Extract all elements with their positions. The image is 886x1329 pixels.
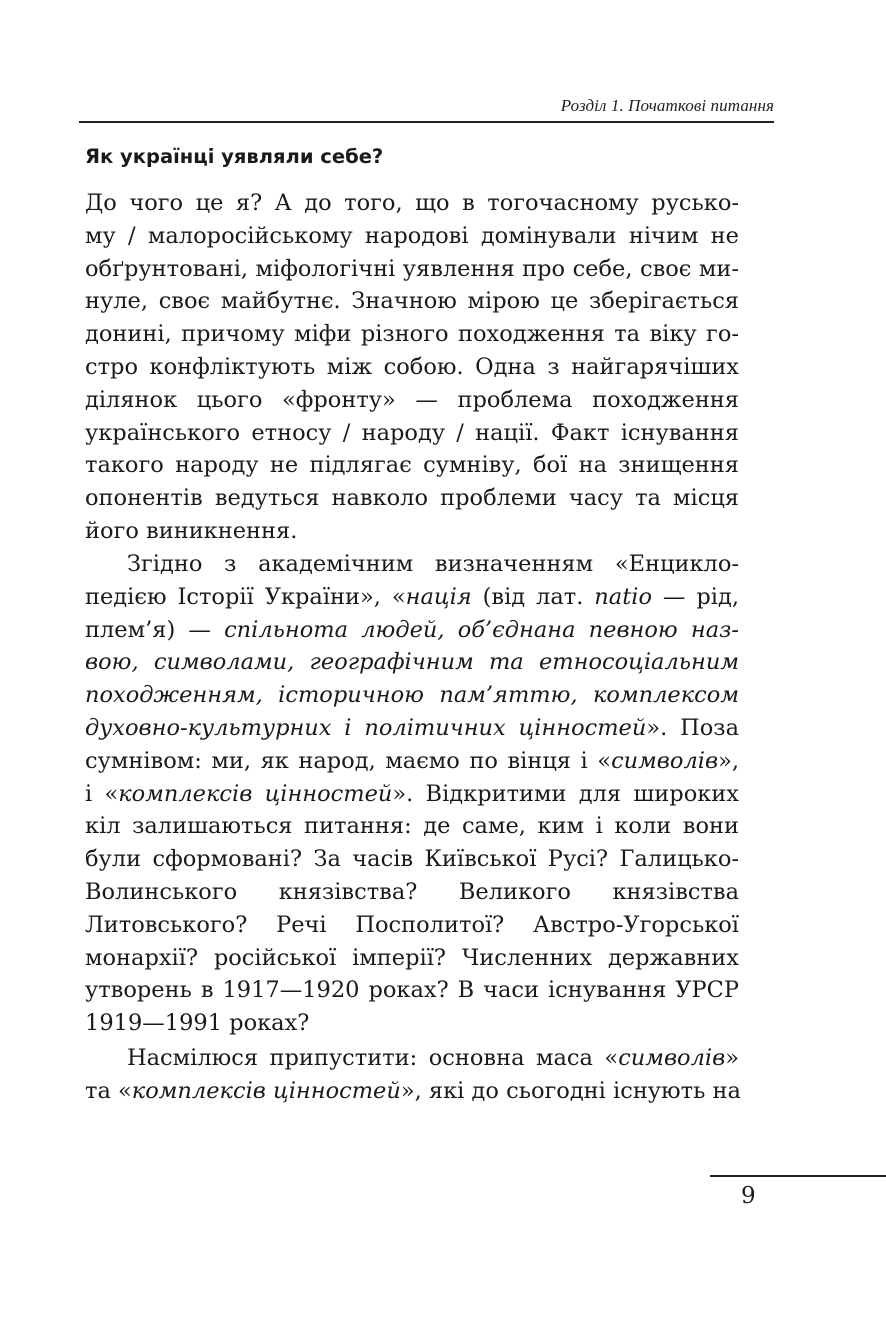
text-line	[85, 482, 739, 515]
text-segment: педією Історії України», «	[85, 583, 406, 610]
text-segment: та «	[85, 1077, 132, 1104]
section-heading: Як українці уявляли себе?	[85, 145, 384, 168]
italic-text: символів	[611, 747, 719, 774]
text-segment: — рід,	[652, 583, 739, 610]
text-line	[85, 285, 739, 318]
text-line	[85, 942, 739, 975]
text-segment: ». Відкритими для широких	[392, 780, 739, 807]
running-head: Розділ 1. Початкові питання	[560, 96, 774, 115]
text-segment: були сформовані? За часів Київської Русі? Галицько-	[85, 846, 739, 873]
text-segment: Литовського? Речі Посполитої? Австро-Угорської	[85, 911, 739, 938]
text-segment: його виникнення.	[85, 517, 298, 544]
text-line	[85, 449, 739, 482]
italic-text: вою, символами, географічним та етносоціальним	[85, 649, 739, 676]
paragraph-2	[85, 548, 739, 1040]
italic-text: походженням, історичною пам’яттю, комплексом	[85, 682, 739, 709]
italic-text: нація	[405, 583, 472, 610]
italic-text: символів	[618, 1045, 726, 1071]
text-segment: нуле, своє майбутнє. Значною мірою це зберігається	[85, 288, 739, 315]
text-line	[85, 253, 739, 286]
italic-text: natio	[594, 583, 652, 610]
text-segment: Згідно з академічним визначенням «Енцикло-	[127, 551, 739, 577]
header-rule	[79, 121, 774, 123]
italic-text: духовно-культурних і політичних цінностей	[85, 714, 647, 741]
text-line	[85, 712, 739, 745]
paragraph-1	[85, 187, 739, 548]
text-segment: ділянок цього «фронту» — проблема походження	[85, 386, 739, 413]
text-segment: ». Поза	[646, 714, 739, 741]
text-segment: такого народу не підлягає сумніву, бої на знищення	[85, 452, 739, 479]
text-segment: і «	[85, 780, 119, 807]
text-line	[85, 351, 739, 384]
text-line	[85, 909, 739, 942]
text-line	[85, 187, 739, 220]
text-segment: Насмілюся припустити: основна маса «	[127, 1045, 619, 1071]
text-line	[85, 417, 739, 450]
text-line	[85, 614, 739, 647]
text-line	[85, 876, 739, 909]
text-line	[85, 1007, 739, 1040]
text-line	[85, 220, 739, 253]
text-segment: (від лат.	[471, 583, 595, 610]
text-segment: опонентів ведуться навколо проблеми часу та місця	[85, 485, 739, 512]
text-segment: стро конфліктують між собою. Одна з найгарячіших	[85, 353, 739, 380]
text-segment: плем’я) —	[85, 616, 225, 643]
italic-text: комплексів цінностей	[131, 1077, 401, 1104]
text-line	[85, 843, 739, 876]
text-segment: українського етносу / народу / нації. Факт існування	[85, 419, 739, 446]
text-line	[85, 810, 739, 843]
text-segment: сумнівом: ми, як народ, маємо по вінця і «	[85, 747, 612, 774]
text-line	[85, 679, 739, 712]
text-line	[85, 974, 739, 1007]
italic-text: комплексів цінностей	[118, 780, 393, 807]
text-line	[85, 515, 739, 548]
text-line	[85, 318, 739, 351]
text-segment: монархії? російської імперії? Численних державних	[85, 944, 739, 971]
text-segment: обґрунтовані, міфологічні уявлення про себе, своє ми-	[85, 255, 739, 282]
footer-rule	[710, 1175, 886, 1177]
text-segment: До чого це я? А до того, що в тогочасному русько-	[85, 190, 739, 216]
page-number: 9	[741, 1183, 756, 1209]
text-line	[85, 1075, 739, 1108]
text-segment: Волинського князівства? Великого князівства	[85, 878, 739, 905]
text-line	[85, 581, 739, 614]
text-line	[85, 646, 739, 679]
paragraph-3	[85, 1042, 739, 1108]
text-segment: донині, причому міфи різного походження та віку го-	[85, 321, 739, 348]
text-line	[85, 778, 739, 811]
text-line	[85, 548, 739, 581]
text-segment: »	[725, 1045, 739, 1071]
text-segment: »,	[718, 747, 739, 774]
text-segment: 1919—1991 роках?	[85, 1010, 310, 1037]
text-line	[85, 1042, 739, 1075]
text-line	[85, 745, 739, 778]
text-segment: утворень в 1917—1920 роках? В часи існування УРСР	[85, 977, 739, 1004]
text-line	[85, 384, 739, 417]
italic-text: спільнота людей, об’єднана певною наз-	[224, 616, 739, 643]
text-segment: кіл залишаються питання: де саме, ким і коли вони	[85, 813, 739, 840]
text-segment: », які до сьогодні існують на	[400, 1077, 741, 1104]
text-segment: му / малоросійському народові домінували нічим не	[85, 222, 739, 249]
